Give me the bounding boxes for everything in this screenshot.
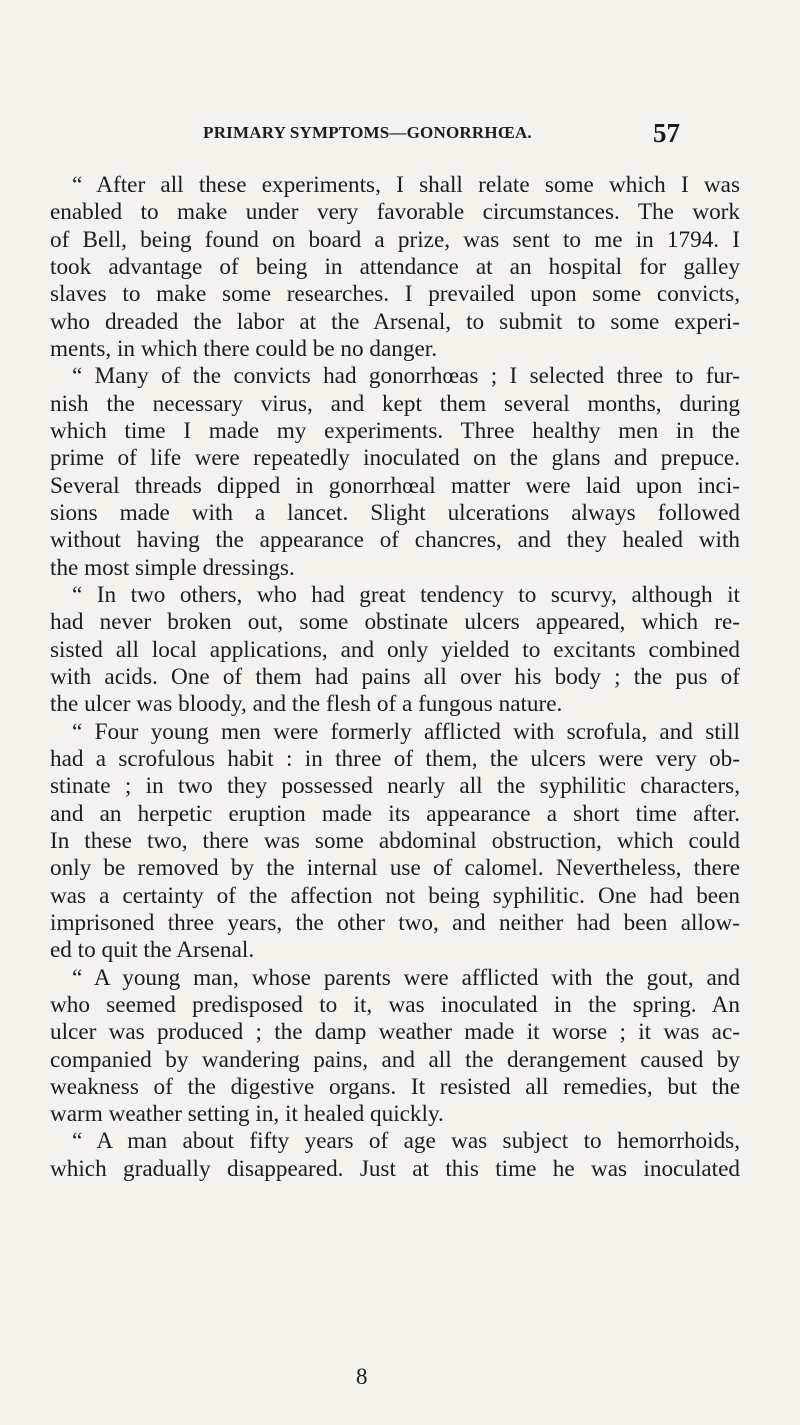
text-line: companied by wandering pains, and all the derangement caused by	[50, 1046, 740, 1073]
text-line: warm weather setting in, it healed quickly.	[50, 1101, 444, 1128]
text-line: prime of life were repeatedly inoculated on the glans and prepuce.	[50, 445, 740, 472]
text-line: “ A young man, whose parents were afflicted with the gout, and	[72, 964, 740, 991]
signature-mark: 8	[356, 1364, 368, 1389]
text-line: which gradually disappeared. Just at this time he was inoculated	[50, 1155, 740, 1182]
text-line: “ Four young men were formerly afflicted with scrofula, and still	[72, 718, 740, 745]
text-line: the most simple dressings.	[50, 554, 295, 581]
text-line: was a certainty of the affection not being syphilitic. One had been	[50, 882, 740, 909]
text-line: “ After all these experiments, I shall relate some which I was	[72, 172, 740, 198]
text-line: slaves to make some researches. I prevailed upon some convicts,	[50, 281, 740, 308]
text-line: ulcer was produced ; the damp weather made it worse ; it was ac-	[50, 1019, 740, 1046]
body-text	[50, 172, 740, 1183]
text-line: only be removed by the internal use of calomel. Nevertheless, there	[50, 855, 740, 882]
text-line: ed to quit the Arsenal.	[50, 937, 255, 964]
text-line: had a scrofulous habit : in three of them, the ulcers were very ob-	[50, 745, 740, 772]
text-line: of Bell, being found on board a prize, was sent to me in 1794. I	[50, 226, 740, 253]
text-line: ments, in which there could be no danger.	[50, 335, 437, 362]
text-line: enabled to make under very favorable circumstances. The work	[50, 199, 740, 226]
text-line: sions made with a lancet. Slight ulcerations always followed	[50, 499, 740, 526]
text-line: who dreaded the labor at the Arsenal, to submit to some experi-	[50, 308, 740, 335]
text-line: imprisoned three years, the other two, and neither had been allow-	[50, 909, 740, 936]
text-line: sisted all local applications, and only yielded to excitants combined	[50, 636, 740, 663]
text-line: weakness of the digestive organs. It resisted all remedies, but the	[50, 1073, 740, 1100]
text-line: stinate ; in two they possessed nearly all the syphilitic characters,	[50, 773, 740, 800]
text-line: nish the necessary virus, and kept them several months, during	[50, 390, 740, 417]
page-number: 57	[653, 118, 680, 148]
text-line: without having the appearance of chancres, and they healed with	[50, 527, 740, 554]
text-line: which time I made my experiments. Three healthy men in the	[50, 417, 740, 444]
running-head	[115, 118, 680, 158]
text-line: “ A man about fifty years of age was subject to hemorrhoids,	[72, 1128, 740, 1155]
text-line: with acids. One of them had pains all over his body ; the pus of	[50, 663, 740, 690]
text-line: and an herpetic eruption made its appearance a short time after.	[50, 800, 740, 827]
text-line: In these two, there was some abdominal obstruction, which could	[50, 827, 740, 854]
text-line: who seemed predisposed to it, was inoculated in the spring. An	[50, 991, 740, 1018]
running-head-title: PRIMARY SYMPTOMS—GONORRHŒA.	[203, 123, 532, 142]
text-line: “ In two others, who had great tendency to scurvy, although it	[72, 581, 740, 608]
text-line: Several threads dipped in gonorrhœal matter were laid upon inci-	[50, 472, 740, 499]
text-line: the ulcer was bloody, and the flesh of a fungous nature.	[50, 691, 563, 718]
text-line: had never broken out, some obstinate ulcers appeared, which re-	[50, 609, 740, 636]
text-line: “ Many of the convicts had gonorrhœas ; I selected three to fur-	[72, 363, 740, 390]
text-line: took advantage of being in attendance at an hospital for galley	[50, 253, 740, 280]
